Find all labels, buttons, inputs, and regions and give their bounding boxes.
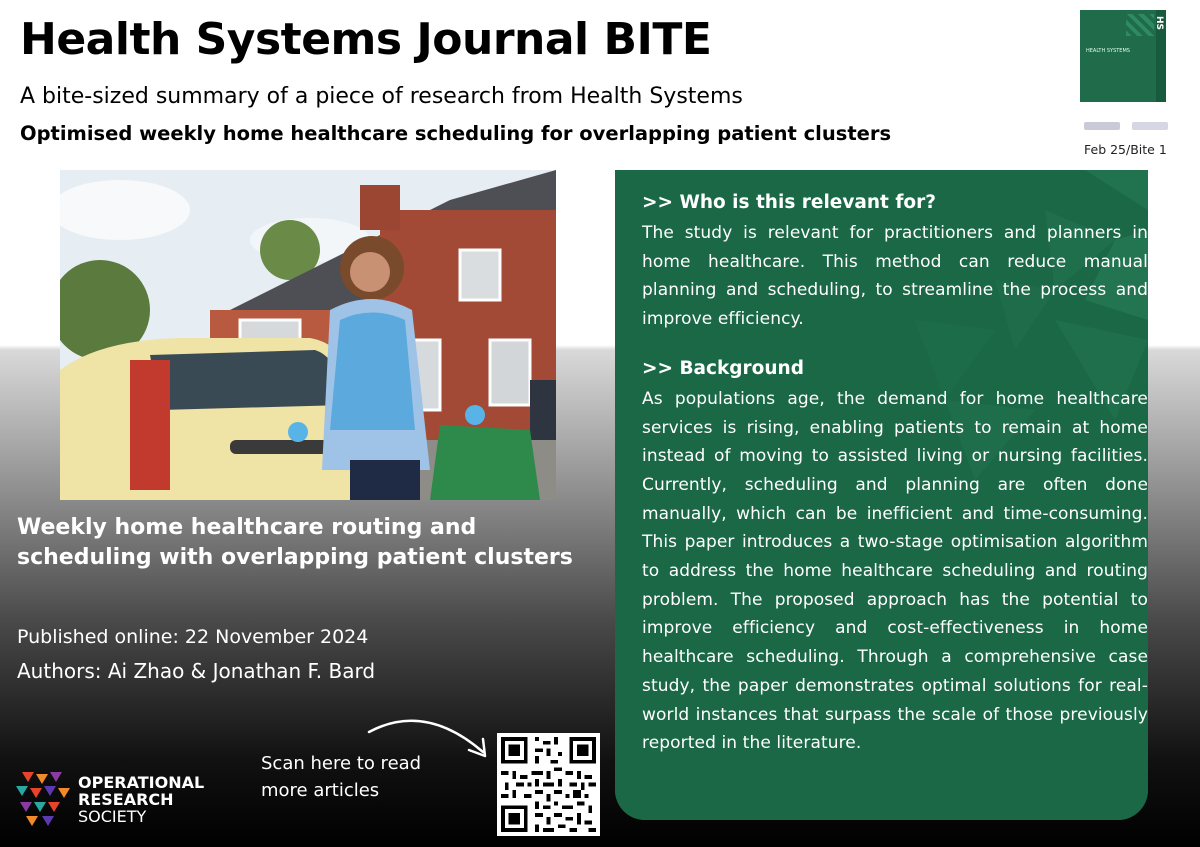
background-heading: >> Background bbox=[642, 357, 804, 379]
qr-code-icon bbox=[501, 737, 596, 832]
qr-code[interactable] bbox=[497, 733, 600, 836]
journal-cover-thumbnail bbox=[1080, 10, 1166, 102]
published-date: Published online: 22 November 2024 bbox=[17, 626, 369, 648]
relevance-body: The study is relevant for practitioners and planners in home healthcare. This method can reduce manual planning and scheduling, to streamline the process and improve efficiency. bbox=[642, 223, 1148, 330]
ors-logo-line2: RESEARCH bbox=[78, 790, 174, 809]
cover-pattern bbox=[1126, 14, 1154, 36]
cover-journal-name: HEALTH SYSTEMS bbox=[1086, 48, 1130, 54]
curved-arrow-icon bbox=[365, 712, 500, 772]
partner-logo-taylor-francis bbox=[1132, 122, 1168, 130]
page-subtitle: A bite-sized summary of a piece of research from Health Systems bbox=[20, 84, 743, 109]
cover-initials: HS bbox=[1153, 15, 1164, 31]
panel-content bbox=[642, 192, 1148, 758]
issue-label: Feb 25/Bite 1 bbox=[1084, 142, 1167, 157]
article-heading: Optimised weekly home healthcare scheduling for overlapping patient clusters bbox=[20, 122, 892, 145]
paper-title: Weekly home healthcare routing and scheduling with overlapping patient clusters bbox=[17, 515, 573, 570]
summary-panel bbox=[615, 170, 1148, 820]
ors-logo-wordmark bbox=[78, 774, 204, 825]
relevance-heading: >> Who is this relevant for? bbox=[642, 192, 936, 213]
photo-illustration bbox=[60, 170, 556, 500]
ors-logo[interactable] bbox=[12, 768, 242, 832]
authors: Authors: Ai Zhao & Jonathan F. Bard bbox=[17, 659, 376, 683]
ors-logo-mark-icon bbox=[12, 768, 72, 832]
partner-logo-ors bbox=[1084, 122, 1120, 130]
ors-logo-line3: SOCIETY bbox=[78, 807, 147, 826]
ors-logo-line1: OPERATIONAL bbox=[78, 773, 205, 792]
partner-logos bbox=[1082, 122, 1170, 132]
article-photo bbox=[60, 170, 556, 500]
scan-instruction: Scan here to read more articles bbox=[261, 753, 422, 801]
background-body: As populations age, the demand for home healthcare services is rising, enabling patients to remain at home instead of moving to assisted living or nursing facilities. Currently, scheduling and planning are often done manually, which can be inefficient and time-consuming. This paper introduces a two-stage optimisation algorithm to address the home healthcare scheduling and routing problem. The proposed approach has the potential to improve efficiency and cost-effectiveness in home healthcare scheduling. Through a comprehensive case study, the paper demonstrates optimal solutions for real-world instances that surpass the scale of those previously reported in the literature. bbox=[642, 388, 1148, 754]
page-title: Health Systems Journal BITE bbox=[20, 14, 712, 65]
